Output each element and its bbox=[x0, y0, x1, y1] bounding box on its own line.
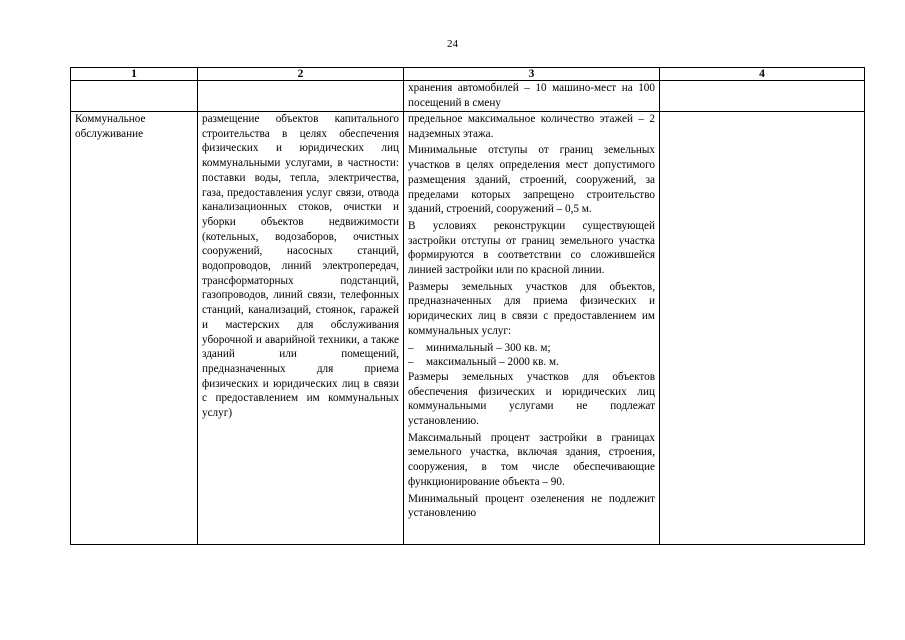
list-item bbox=[408, 355, 655, 370]
table-row-continuation bbox=[71, 81, 865, 112]
cell-continuation-3: хранения автомобилей – 10 машино-мест на 100 посещений в смену bbox=[404, 81, 660, 112]
cell-continuation-1 bbox=[71, 81, 198, 112]
param-max-floors: предельное максимальное количество этажей – 2 надземных этажа. bbox=[408, 113, 655, 140]
column-header-4: 4 bbox=[660, 68, 865, 81]
param-max-building-percent: Максимальный процент застройки в границах земельного участка, включая здания, строения, сооружения, в том числе обеспечивающие функционирование объекта – 90. bbox=[408, 431, 655, 488]
zoning-regulations-table bbox=[70, 67, 865, 545]
param-plot-max: максимальный – 2000 кв. м. bbox=[426, 356, 559, 369]
table-row-communal-services bbox=[71, 112, 865, 545]
param-plot-sizes: Размеры земельных участков для объектов, предназначенных для приема физических и юридических лиц в связи с предоставлением им коммунальных услуг: bbox=[408, 280, 655, 337]
param-plot-min: минимальный – 300 кв. м; bbox=[426, 341, 551, 354]
list-item bbox=[408, 341, 655, 356]
param-min-setbacks: Минимальные отступы от границ земельных участков в целях определения мест допустимого размещения зданий, строений, сооружений, за пределами которых запрещено строительство зданий, строений, сооружений – 0,5 м. bbox=[408, 144, 655, 216]
table-header-row bbox=[71, 68, 865, 81]
cell-parameters bbox=[404, 112, 660, 545]
cell-notes bbox=[660, 112, 865, 545]
param-min-greening: Минимальный процент озеленения не подлежит установлению bbox=[408, 492, 655, 520]
cell-continuation-2 bbox=[198, 81, 404, 112]
bullet-dash: – bbox=[408, 341, 414, 354]
cell-land-use-description: размещение объектов капитального строительства в целях обеспечения физических и юридических лиц коммунальными услугами, в частности: поставки воды, тепла, электричества, газа, предоставления услуг связи, отвода канализационных стоков, очистки и уборки объектов недвижимости (котельных, водозаборов, очистных сооружений, насосных станций, водопроводов, линий электропередач, трансформаторных подстанций, газопроводов, линий связи, телефонных станций, канализаций, стоянок, гаражей и мастерских для обслуживания уборочной и аварийной техники, а также зданий или помещений, предназначенных для приема физических и юридических лиц в связи с предоставлением им коммунальных услуг) bbox=[198, 112, 404, 545]
cell-land-use-type: Коммунальное обслуживание bbox=[71, 112, 198, 545]
column-header-3: 3 bbox=[404, 68, 660, 81]
bullet-dash: – bbox=[408, 356, 414, 369]
column-header-1: 1 bbox=[71, 68, 198, 81]
page-number: 24 bbox=[447, 38, 458, 50]
param-plot-sizes-utilities: Размеры земельных участков для объектов обеспечения физических и юридических лиц коммунальными услугами не подлежат установлению. bbox=[408, 370, 655, 428]
column-header-2: 2 bbox=[198, 68, 404, 81]
param-reconstruction-setbacks: В условиях реконструкции существующей застройки отступы от границ земельного участка формируются в соответствии со сложившейся линией застройки или по красной линии. bbox=[408, 219, 655, 277]
cell-continuation-4 bbox=[660, 81, 865, 112]
